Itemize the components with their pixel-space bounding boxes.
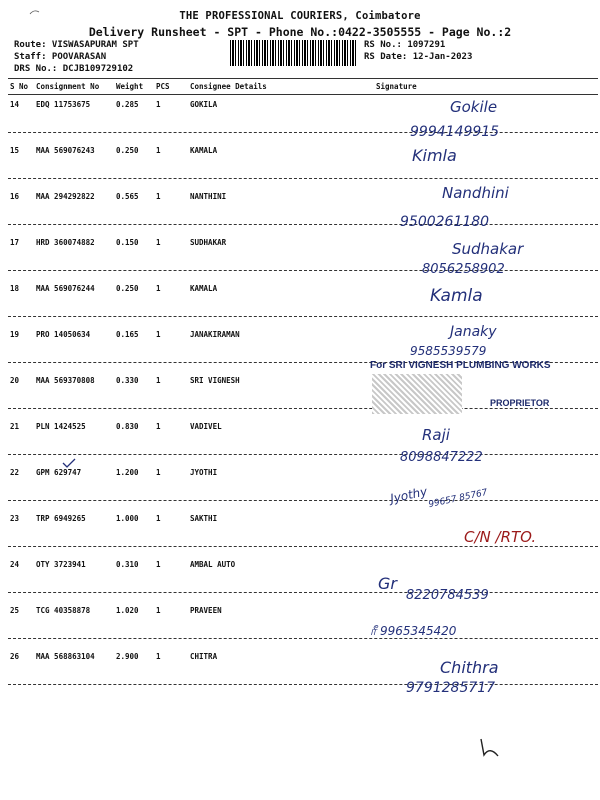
row-pcs: 1 xyxy=(156,284,161,293)
table-row xyxy=(0,606,600,652)
row-consignment-no: GPM 629747 xyxy=(36,468,82,477)
stamp-text: For SRI VIGNESH PLUMBING WORKS xyxy=(370,360,551,371)
col-pcs: PCS xyxy=(156,82,170,91)
table-row xyxy=(0,422,600,468)
sig-24-mark: Gr xyxy=(378,574,397,593)
row-sno: 26 xyxy=(10,652,20,661)
sig-19-scribble: Janaky xyxy=(450,324,497,340)
sig-22-scribble: Jyothy xyxy=(388,484,429,506)
row-sno: 25 xyxy=(10,606,20,615)
row-sno: 14 xyxy=(10,100,20,109)
sig-22-phone: 99657 85767 xyxy=(427,487,489,511)
row-consignment-no: TRP 6949265 xyxy=(36,514,86,523)
row-divider xyxy=(8,684,598,685)
row-consignee: AMBAL AUTO xyxy=(190,560,236,569)
row-pcs: 1 xyxy=(156,422,161,431)
row-consignment-no: PLN 1424525 xyxy=(36,422,86,431)
sig-23-note: C/N /RTO. xyxy=(464,528,537,546)
row-divider xyxy=(8,224,598,225)
page-mark-icon xyxy=(478,736,502,760)
row-weight: 0.285 xyxy=(116,100,139,109)
row-sno: 21 xyxy=(10,422,20,431)
row-weight: 0.565 xyxy=(116,192,139,201)
sig-17-phone: 8056258902 xyxy=(422,262,505,277)
table-row xyxy=(0,468,600,514)
col-signature: Signature xyxy=(376,82,417,91)
row-pcs: 1 xyxy=(156,468,161,477)
row-weight: 0.165 xyxy=(116,330,139,339)
row-sno: 22 xyxy=(10,468,20,477)
row-consignment-no: MAA 569370808 xyxy=(36,376,95,385)
row-consignment-no: HRD 360074882 xyxy=(36,238,95,247)
col-consignment: Consignment No xyxy=(36,82,100,91)
row-consignee: JYOTHI xyxy=(190,468,218,477)
row-weight: 0.830 xyxy=(116,422,139,431)
route-label: Route: VISWASAPURAM SPT xyxy=(14,40,139,50)
col-sno: S No xyxy=(10,82,29,91)
sig-21-phone: 8098847222 xyxy=(400,450,483,465)
row-consignee: SRI VIGNESH xyxy=(190,376,240,385)
sig-21-name: Raji xyxy=(422,426,450,444)
row-weight: 0.310 xyxy=(116,560,139,569)
barcode xyxy=(230,40,356,66)
row-divider xyxy=(8,454,598,455)
row-weight: 0.150 xyxy=(116,238,139,247)
row-consignee: GOKILA xyxy=(190,100,218,109)
top-rule xyxy=(8,78,598,79)
sig-17-name: Sudhakar xyxy=(452,240,524,258)
stamp-signature xyxy=(372,374,462,414)
sig-18-scribble: Kamla xyxy=(430,286,483,306)
drs-number: DRS No.: DCJB109729102 xyxy=(14,64,134,74)
sig-24-phone: 8220784539 xyxy=(406,588,489,603)
row-consignee: SAKTHI xyxy=(190,514,218,523)
row-weight: 2.900 xyxy=(116,652,139,661)
sig-14-phone: 9994149915 xyxy=(410,124,500,140)
row-divider xyxy=(8,638,598,639)
col-consignee: Consignee Details xyxy=(190,82,267,91)
row-consignee: PRAVEEN xyxy=(190,606,222,615)
row-divider xyxy=(8,270,598,271)
row-pcs: 1 xyxy=(156,560,161,569)
row-sno: 23 xyxy=(10,514,20,523)
row-consignment-no: MAA 569076243 xyxy=(36,146,95,155)
table-row xyxy=(0,652,600,698)
staff-label: Staff: POOVARASAN xyxy=(14,52,107,62)
row-weight: 1.200 xyxy=(116,468,139,477)
runsheet-subtitle: Delivery Runsheet - SPT - Phone No.:0422-3505555 - Page No.:2 xyxy=(88,25,512,39)
row-consignment-no: OTY 3723941 xyxy=(36,560,86,569)
sig-26-phone: 9791285717 xyxy=(406,680,496,696)
row-pcs: 1 xyxy=(156,652,161,661)
col-weight: Weight xyxy=(116,82,144,91)
row-pcs: 1 xyxy=(156,606,161,615)
sig-25-note: ரீ 9965345420 xyxy=(370,624,457,638)
rs-number: RS No.: 1097291 xyxy=(364,40,446,50)
row-weight: 1.000 xyxy=(116,514,139,523)
row-weight: 1.020 xyxy=(116,606,139,615)
sig-26-name: Chithra xyxy=(440,658,499,677)
row-sno: 16 xyxy=(10,192,20,201)
stamp-proprietor: PROPRIETOR xyxy=(490,398,550,408)
row-divider xyxy=(8,546,598,547)
row-divider xyxy=(8,316,598,317)
row-consignment-no: MAA 568863104 xyxy=(36,652,95,661)
row-pcs: 1 xyxy=(156,100,161,109)
row-consignee: KAMALA xyxy=(190,284,218,293)
row-consignment-no: EDQ 11753675 xyxy=(36,100,91,109)
table-row xyxy=(0,284,600,330)
row-sno: 24 xyxy=(10,560,20,569)
row-weight: 0.330 xyxy=(116,376,139,385)
row-consignee: CHITRA xyxy=(190,652,218,661)
row-consignee: JANAKIRAMAN xyxy=(190,330,240,339)
row-weight: 0.250 xyxy=(116,284,139,293)
row-consignment-no: MAA 294292822 xyxy=(36,192,95,201)
row-divider xyxy=(8,500,598,501)
corner-mark-icon xyxy=(28,8,42,18)
row-sno: 17 xyxy=(10,238,20,247)
sig-16-name: Nandhini xyxy=(442,184,509,202)
row-consignment-no: MAA 569076244 xyxy=(36,284,95,293)
row-divider xyxy=(8,178,598,179)
sig-19-phone: 9585539579 xyxy=(410,344,487,358)
row-consignee: SUDHAKAR xyxy=(190,238,227,247)
row-sno: 20 xyxy=(10,376,20,385)
table-row xyxy=(0,100,600,146)
row-sno: 18 xyxy=(10,284,20,293)
row-consignment-no: TCG 40358878 xyxy=(36,606,91,615)
row-consignee: VADIVEL xyxy=(190,422,222,431)
row-pcs: 1 xyxy=(156,146,161,155)
row-consignee: NANTHINI xyxy=(190,192,227,201)
row-sno: 15 xyxy=(10,146,20,155)
row-weight: 0.250 xyxy=(116,146,139,155)
sig-14-name: Gokile xyxy=(450,98,498,116)
rs-date: RS Date: 12-Jan-2023 xyxy=(364,52,473,62)
row-consignee: KAMALA xyxy=(190,146,218,155)
table-row xyxy=(0,146,600,192)
row-divider xyxy=(8,592,598,593)
row-pcs: 1 xyxy=(156,192,161,201)
company-stamp xyxy=(370,360,590,420)
table-row xyxy=(0,560,600,606)
header-rule xyxy=(8,94,598,95)
row-pcs: 1 xyxy=(156,514,161,523)
company-title: THE PROFESSIONAL COURIERS, Coimbatore xyxy=(179,10,421,22)
row-sno: 19 xyxy=(10,330,20,339)
row-pcs: 1 xyxy=(156,376,161,385)
row-pcs: 1 xyxy=(156,330,161,339)
row-consignment-no: PRO 14050634 xyxy=(36,330,91,339)
check-icon xyxy=(62,458,76,468)
sig-15-scribble: Kimla xyxy=(412,146,457,165)
row-pcs: 1 xyxy=(156,238,161,247)
sig-16-phone: 9500261180 xyxy=(400,214,490,230)
row-divider xyxy=(8,132,598,133)
table-row xyxy=(0,192,600,238)
